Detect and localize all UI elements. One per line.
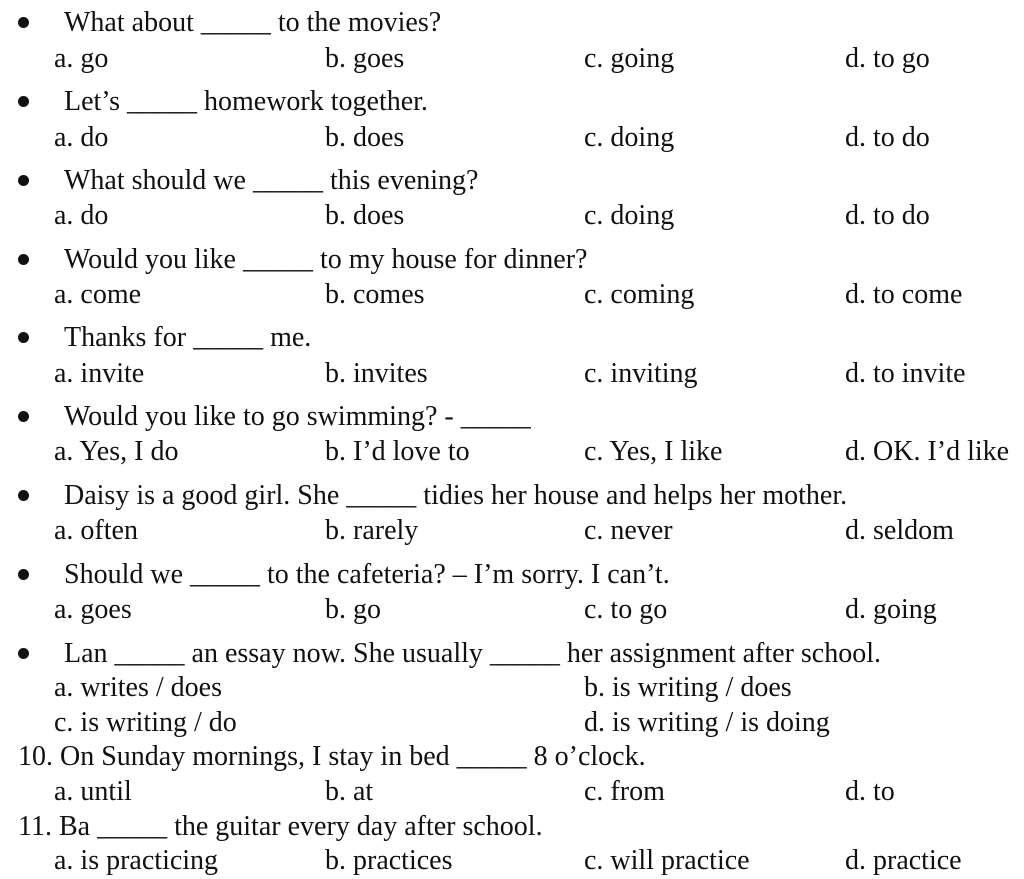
option-d: d. OK. I’d like [845, 436, 1010, 467]
option-d: d. to do [845, 122, 930, 153]
question-stem: Would you like to go swimming? - _____ [64, 401, 531, 432]
option-d: d. to invite [845, 358, 966, 389]
option-b: b. invites [325, 358, 428, 389]
option-b: b. I’d love to [325, 436, 470, 467]
question-stem: What about _____ to the movies? [64, 7, 442, 38]
option-a: a. is practicing [54, 845, 219, 876]
option-a: a. goes [54, 594, 132, 625]
question-6 [0, 397, 1024, 437]
option-b: b. at [325, 776, 374, 807]
option-a: a. often [54, 515, 138, 546]
question-5 [0, 318, 1024, 358]
option-d: d. to [845, 776, 895, 807]
option-d: d. to do [845, 200, 930, 231]
option-a: a. do [54, 200, 109, 231]
bullet-icon [18, 175, 29, 186]
option-b: b. does [325, 122, 405, 153]
option-c: c. doing [584, 200, 675, 231]
question-stem: 10. On Sunday mornings, I stay in bed _____ 8 o’clock. [18, 741, 646, 772]
option-b: b. rarely [325, 515, 419, 546]
question-10 [0, 737, 1024, 777]
option-a: a. writes / does [54, 672, 222, 703]
options-6 [0, 434, 1024, 470]
option-a: a. Yes, I do [54, 436, 179, 467]
bullet-icon [18, 569, 29, 580]
option-c: c. is writing / do [54, 707, 237, 738]
option-c: c. going [584, 43, 675, 74]
option-c: c. never [584, 515, 673, 546]
bullet-icon [18, 96, 29, 107]
options-9-row2 [0, 705, 1024, 741]
option-b: b. is writing / does [584, 672, 792, 703]
bullet-icon [18, 411, 29, 422]
option-a: a. go [54, 43, 109, 74]
bullet-icon [18, 648, 29, 659]
option-b: b. comes [325, 279, 425, 310]
option-c: c. coming [584, 279, 695, 310]
option-c: c. to go [584, 594, 668, 625]
option-d: d. seldom [845, 515, 954, 546]
option-d: d. going [845, 594, 937, 625]
question-stem: Daisy is a good girl. She _____ tidies her house and helps her mother. [64, 480, 848, 511]
option-d: d. to go [845, 43, 930, 74]
question-8 [0, 555, 1024, 595]
option-a: a. until [54, 776, 132, 807]
bullet-icon [18, 17, 29, 28]
option-b: b. practices [325, 845, 453, 876]
question-stem: Lan _____ an essay now. She usually _____ her assignment after school. [64, 638, 882, 669]
bullet-icon [18, 332, 29, 343]
option-b: b. does [325, 200, 405, 231]
bullet-icon [18, 254, 29, 265]
question-stem: What should we _____ this evening? [64, 165, 479, 196]
options-4 [0, 277, 1024, 313]
question-stem: Would you like _____ to my house for dinner? [64, 244, 588, 275]
bullet-icon [18, 490, 29, 501]
options-8 [0, 592, 1024, 628]
option-c: c. from [584, 776, 665, 807]
options-2 [0, 120, 1024, 156]
options-5 [0, 356, 1024, 392]
options-1 [0, 41, 1024, 77]
option-c: c. will practice [584, 845, 750, 876]
option-c: c. inviting [584, 358, 698, 389]
question-stem: 11. Ba _____ the guitar every day after school. [18, 811, 543, 842]
options-10 [0, 774, 1024, 810]
question-2 [0, 82, 1024, 122]
question-1 [0, 3, 1024, 43]
option-a: a. do [54, 122, 109, 153]
options-9-row1 [0, 670, 1024, 706]
option-c: c. doing [584, 122, 675, 153]
question-stem: Let’s _____ homework together. [64, 86, 428, 117]
options-7 [0, 513, 1024, 549]
option-b: b. goes [325, 43, 405, 74]
option-d: d. to come [845, 279, 963, 310]
question-3 [0, 161, 1024, 201]
option-a: a. invite [54, 358, 145, 389]
question-stem: Thanks for _____ me. [64, 322, 312, 353]
question-11 [0, 807, 1024, 847]
option-a: a. come [54, 279, 142, 310]
option-d: d. is writing / is doing [584, 707, 830, 738]
option-c: c. Yes, I like [584, 436, 723, 467]
question-9 [0, 634, 1024, 674]
question-4 [0, 240, 1024, 280]
options-3 [0, 198, 1024, 234]
option-b: b. go [325, 594, 381, 625]
question-stem: Should we _____ to the cafeteria? – I’m sorry. I can’t. [64, 559, 670, 590]
question-7 [0, 476, 1024, 516]
option-d: d. practice [845, 845, 962, 876]
